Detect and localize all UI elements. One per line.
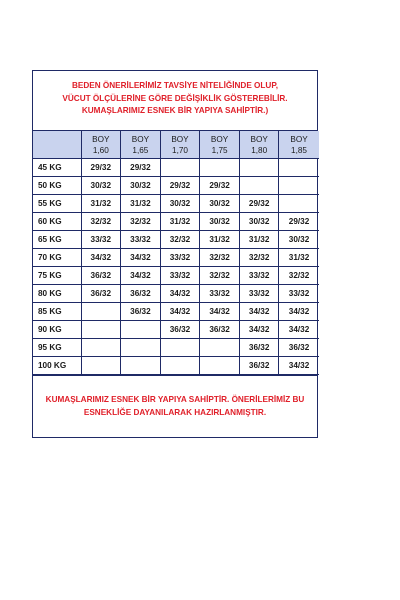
table-row — [33, 249, 319, 267]
column-label: BOY — [290, 134, 308, 144]
row-weight-label: 75 KG — [33, 267, 81, 285]
row-weight-label: 55 KG — [33, 195, 81, 213]
size-cell: 33/32 — [279, 285, 319, 303]
size-cell: 33/32 — [239, 285, 279, 303]
size-cell: 36/32 — [121, 285, 161, 303]
size-cell: 30/32 — [279, 231, 319, 249]
size-cell: 33/32 — [121, 231, 161, 249]
size-cell: 29/32 — [160, 177, 200, 195]
size-cell: 36/32 — [200, 321, 240, 339]
size-cell: 32/32 — [200, 249, 240, 267]
size-cell — [81, 303, 121, 321]
column-label: BOY — [171, 134, 189, 144]
size-cell: 30/32 — [81, 177, 121, 195]
size-cell — [200, 159, 240, 177]
row-weight-label: 60 KG — [33, 213, 81, 231]
size-cell: 32/32 — [160, 231, 200, 249]
size-cell: 34/32 — [81, 249, 121, 267]
row-weight-label: 95 KG — [33, 339, 81, 357]
size-cell: 30/32 — [121, 177, 161, 195]
size-cell — [239, 177, 279, 195]
column-label: BOY — [250, 134, 268, 144]
table-header-row — [33, 131, 319, 159]
column-height: 1,85 — [291, 145, 307, 155]
size-cell — [279, 159, 319, 177]
size-cell: 36/32 — [81, 267, 121, 285]
size-cell — [279, 177, 319, 195]
row-weight-label: 70 KG — [33, 249, 81, 267]
size-cell: 36/32 — [121, 303, 161, 321]
size-table — [33, 131, 319, 375]
column-height: 1,70 — [172, 145, 188, 155]
size-cell — [121, 357, 161, 375]
size-cell: 29/32 — [81, 159, 121, 177]
table-row — [33, 159, 319, 177]
size-cell: 29/32 — [121, 159, 161, 177]
size-cell — [239, 159, 279, 177]
table-row — [33, 285, 319, 303]
top-note-line-1: BEDEN ÖNERİLERİMİZ TAVSİYE NİTELİĞİNDE OLUP, — [71, 81, 279, 90]
column-height: 1,80 — [251, 145, 268, 155]
top-note — [33, 71, 317, 131]
row-weight-label: 85 KG — [33, 303, 81, 321]
size-cell: 29/32 — [279, 213, 319, 231]
size-cell: 32/32 — [279, 267, 319, 285]
bottom-note — [33, 375, 317, 437]
size-cell: 34/32 — [279, 357, 319, 375]
size-cell — [121, 321, 161, 339]
bottom-note-line-2: ESNEKLİĞE DAYANILARAK HAZIRLANMIŞTIR. — [83, 408, 267, 417]
size-cell: 34/32 — [160, 285, 200, 303]
size-cell — [121, 339, 161, 357]
column-header — [81, 131, 121, 159]
top-note-line-2: VÜCUT ÖLÇÜLERİNE GÖRE DEĞİŞİKLİK GÖSTEREBİLİR. — [62, 93, 288, 103]
row-weight-label: 80 KG — [33, 285, 81, 303]
column-height: 1,75 — [211, 145, 228, 155]
table-row — [33, 321, 319, 339]
table-row — [33, 177, 319, 195]
size-cell: 32/32 — [121, 213, 161, 231]
column-label: BOY — [210, 134, 229, 144]
table-row — [33, 195, 319, 213]
row-weight-label: 65 KG — [33, 231, 81, 249]
size-cell: 34/32 — [239, 321, 279, 339]
size-cell: 34/32 — [200, 303, 240, 321]
size-cell: 30/32 — [239, 213, 279, 231]
size-cell: 33/32 — [200, 285, 240, 303]
size-cell: 36/32 — [279, 339, 319, 357]
size-cell: 31/32 — [279, 249, 319, 267]
column-label: BOY — [131, 134, 150, 144]
size-cell: 31/32 — [81, 195, 121, 213]
size-cell — [160, 357, 200, 375]
size-cell: 36/32 — [160, 321, 200, 339]
size-cell — [81, 321, 121, 339]
size-cell: 32/32 — [81, 213, 121, 231]
size-cell: 36/32 — [239, 357, 279, 375]
size-cell: 34/32 — [121, 249, 161, 267]
size-cell — [279, 195, 319, 213]
size-cell — [200, 357, 240, 375]
size-cell: 33/32 — [239, 267, 279, 285]
size-cell — [81, 339, 121, 357]
row-weight-label: 90 KG — [33, 321, 81, 339]
size-cell: 31/32 — [200, 231, 240, 249]
size-chart — [32, 70, 318, 438]
row-weight-label: 45 KG — [33, 159, 81, 177]
table-row — [33, 357, 319, 375]
size-cell — [200, 339, 240, 357]
size-cell: 30/32 — [200, 195, 240, 213]
size-cell: 34/32 — [279, 303, 319, 321]
column-height: 1,60 — [92, 145, 109, 155]
size-cell: 34/32 — [121, 267, 161, 285]
table-row — [33, 339, 319, 357]
size-cell: 32/32 — [239, 249, 279, 267]
size-cell: 31/32 — [121, 195, 161, 213]
size-cell — [160, 159, 200, 177]
column-label: BOY — [92, 134, 110, 144]
table-row — [33, 267, 319, 285]
size-cell: 36/32 — [239, 339, 279, 357]
table-row — [33, 303, 319, 321]
column-header — [160, 131, 200, 159]
size-cell: 29/32 — [200, 177, 240, 195]
size-cell: 31/32 — [239, 231, 279, 249]
row-weight-label: 50 KG — [33, 177, 81, 195]
size-cell: 34/32 — [279, 321, 319, 339]
column-header — [200, 131, 240, 159]
table-corner-cell — [33, 131, 81, 159]
table-body — [33, 159, 319, 375]
size-cell: 30/32 — [200, 213, 240, 231]
bottom-note-line-1: KUMAŞLARIMIZ ESNEK BİR YAPIYA SAHİPTİR. ÖNERİLERİMİZ BU — [45, 395, 305, 404]
column-height: 1,65 — [132, 145, 149, 155]
size-cell — [160, 339, 200, 357]
size-cell: 34/32 — [239, 303, 279, 321]
size-cell — [81, 357, 121, 375]
column-header — [239, 131, 279, 159]
size-cell: 34/32 — [160, 303, 200, 321]
size-cell: 30/32 — [160, 195, 200, 213]
size-cell: 36/32 — [81, 285, 121, 303]
size-cell: 32/32 — [200, 267, 240, 285]
size-cell: 33/32 — [160, 249, 200, 267]
table-row — [33, 213, 319, 231]
row-weight-label: 100 KG — [33, 357, 81, 375]
size-cell: 31/32 — [160, 213, 200, 231]
top-note-line-3: KUMAŞLARIMIZ ESNEK BİR YAPIYA SAHİPTİR.) — [81, 106, 269, 116]
size-cell: 33/32 — [160, 267, 200, 285]
column-header — [121, 131, 161, 159]
size-cell: 29/32 — [239, 195, 279, 213]
table-row — [33, 231, 319, 249]
size-cell: 33/32 — [81, 231, 121, 249]
column-header — [279, 131, 319, 159]
